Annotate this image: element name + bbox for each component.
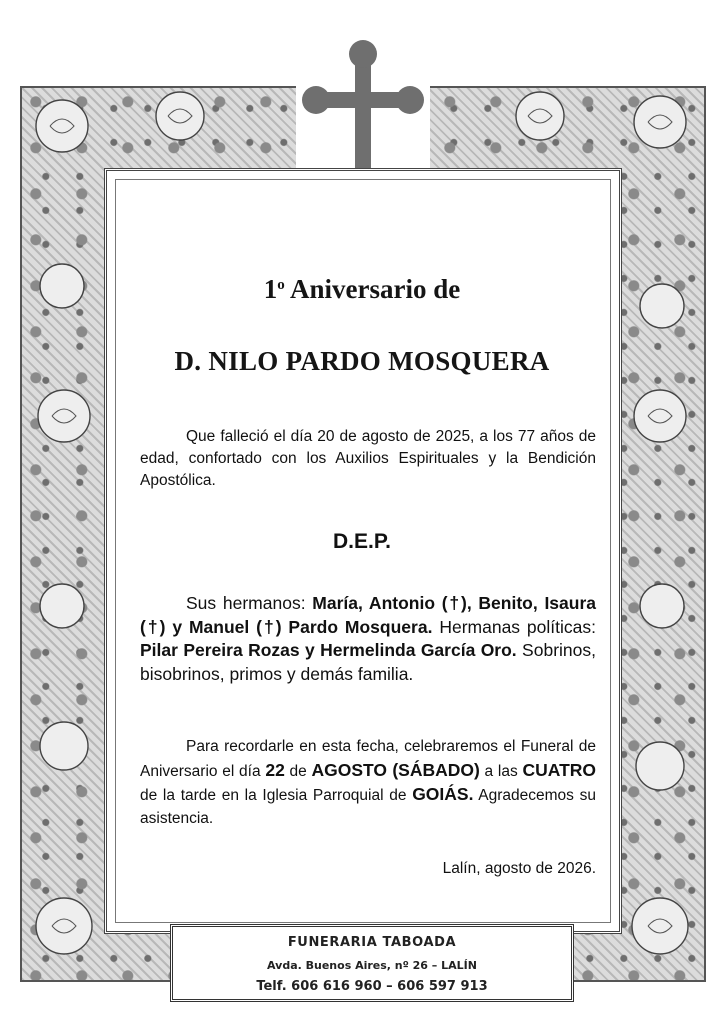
anniversary-title: 1$^o$ Aniversario de [263,274,461,304]
place-date: Lalín, agosto de 2026. [442,860,596,877]
dep-heading: D.E.P. [333,530,391,553]
funeral-home-address: Avda. Buenos Aires, nº 26 – LALÍN [267,959,477,972]
death-paragraph: Que falleció el día 20 de agosto de 2025, a los 77 años de edad, confortado con los Auxilios Espirituales y la Bendición Apostólica. [140,428,596,489]
funeral-home-name: FUNERARIA TABOADA [287,935,457,950]
deceased-name: D. NILO PARDO MOSQUERA [174,346,550,376]
funeral-home-phone: Telf. 606 616 960 – 606 597 913 [256,979,488,994]
funeral-home-box [170,924,574,1002]
funeral-paragraph: Para recordarle en esta fecha, celebraremos el Funeral de Aniversario el día 22 de AGOSTO (SÁBADO) a las CUATRO de la tarde en la Iglesia Parroquial de GOIÁS. Agradecemos su asistencia. [140,738,597,827]
family-paragraph: Sus hermanos: María, Antonio (†), Benito, Isaura (†) y Manuel (†) Pardo Mosquera. Hermanas políticas: Pilar Pereira Rozas y Hermelinda García Oro. Sobrinos, bisobrinos, primos y demás familia. [140,593,597,684]
